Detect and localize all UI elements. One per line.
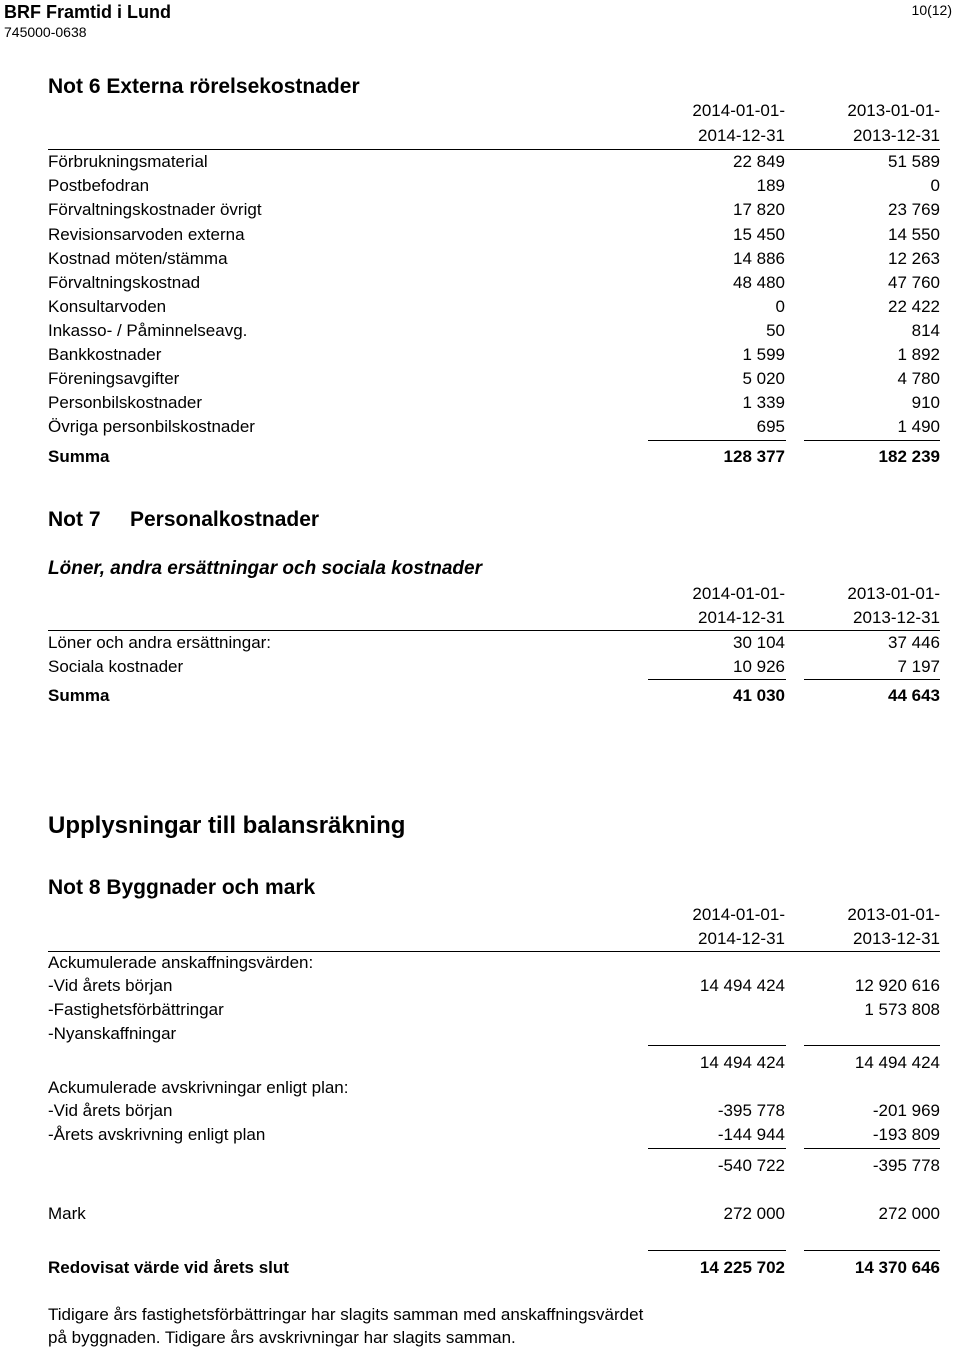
sum-value-2014: 41 030 [733,686,785,705]
period1-end: 2014-12-31 [698,929,785,948]
row-label: Föreningsavgifter [48,369,180,388]
row-value-2014: 272 000 [723,1204,785,1223]
table-row [48,272,940,294]
period2-start: 2013-01-01- [847,905,940,924]
row-value-2013: -201 969 [872,1101,940,1120]
row-label: Inkasso- / Påminnelseavg. [48,321,248,340]
row-value-2013: 272 000 [878,1204,940,1223]
note7-title: Personalkostnader [130,508,320,531]
period2-end: 2013-12-31 [853,929,940,948]
note7-sum-row [48,685,940,707]
subtotal-value-2014: -540 722 [717,1156,785,1175]
row-value-2014: -144 944 [717,1125,785,1144]
row-label: Förbrukningsmaterial [48,152,208,171]
sum-label: Summa [48,447,110,466]
table-row [48,175,940,197]
row-label: Övriga personbilskostnader [48,417,255,436]
row-label: Postbefodran [48,176,150,195]
period1-end: 2014-12-31 [698,608,785,627]
subtotal-rule-2014 [648,1045,786,1046]
depreciation-total-row [48,1155,940,1177]
table-row [48,344,940,366]
row-value-2013: 814 [911,321,940,340]
organization-number: 745000-0638 [4,24,87,40]
row-value-2013: 12 920 616 [854,976,940,995]
subtotal-rule-2014 [648,1148,786,1149]
row-value-2014: 22 849 [733,152,785,171]
page-number: 10(12) [911,2,952,18]
table-row [48,416,940,438]
footnote-line: på byggnaden. Tidigare års avskrivningar har slagits samman. [48,1328,516,1347]
subtotal-value-2013: -395 778 [872,1156,940,1175]
table-row [48,368,940,390]
book-value-row [48,1257,940,1279]
section-title: Upplysningar till balansräkning [48,812,406,839]
row-label: Revisionsarvoden externa [48,225,245,244]
period2-start: 2013-01-01- [847,584,940,603]
row-value-2013: 0 [930,176,940,195]
row-value-2014: 5 020 [742,369,785,388]
row-value-2014: 48 480 [733,273,785,292]
note7-period-header-line2 [48,607,940,629]
row-value-2013: 1 573 808 [864,1000,940,1019]
row-value-2013: 51 589 [888,152,940,171]
row-value-2014: 30 104 [733,633,785,652]
row-value-2014: 14 494 424 [699,976,785,995]
row-value-2013: -193 809 [872,1125,940,1144]
total-value-2014: 14 225 702 [699,1258,785,1277]
table-row [48,320,940,342]
table-row [48,151,940,173]
subtotal-value-2013: 14 494 424 [854,1053,940,1072]
table-row [48,656,940,678]
row-value-2014: 14 886 [733,249,785,268]
row-label: Personbilskostnader [48,393,203,412]
period2-start: 2013-01-01- [847,101,940,120]
acquisition-total-row [48,1052,940,1074]
note6-header-rule [48,149,940,150]
period1-start: 2014-01-01- [692,905,785,924]
row-label: -Fastighetsförbättringar [48,1000,224,1019]
row-label: Sociala kostnader [48,657,184,676]
row-label: Mark [48,1204,86,1223]
note7-subtitle: Löner, andra ersättningar och sociala kostnader [48,558,482,579]
note6-sum-row [48,446,940,468]
sum-label: Summa [48,686,110,705]
row-label: -Vid årets början [48,1101,173,1120]
table-row [48,392,940,414]
row-value-2014: -395 778 [717,1101,785,1120]
row-value-2014: 189 [756,176,785,195]
row-label: Löner och andra ersättningar: [48,633,272,652]
row-label: Konsultarvoden [48,297,167,316]
acquisition-heading [48,952,940,974]
row-label: -Årets avskrivning enligt plan [48,1125,266,1144]
note6-title: Not 6 Externa rörelsekostnader [48,75,360,98]
total-rule-2014 [648,1250,786,1251]
period2-end: 2013-12-31 [853,608,940,627]
note8-title: Not 8 Byggnader och mark [48,876,316,899]
row-value-2014: 0 [775,297,785,316]
sum-rule-2014 [648,440,786,441]
note7-number: Not 7 [48,508,101,531]
note6-period-header-line2 [48,125,940,147]
sum-rule-2013 [804,440,940,441]
row-label: Redovisat värde vid årets slut [48,1258,289,1277]
row-value-2013: 47 760 [888,273,940,292]
row-label: Ackumulerade avskrivningar enligt plan: [48,1078,349,1097]
row-value-2014: 10 926 [733,657,785,676]
subtotal-value-2014: 14 494 424 [699,1053,785,1072]
note8-period-header-line2 [48,928,940,950]
table-row [48,224,940,246]
row-label: -Vid årets början [48,976,173,995]
table-row [48,975,940,997]
row-value-2013: 22 422 [888,297,940,316]
period2-end: 2013-12-31 [853,126,940,145]
row-label: -Nyanskaffningar [48,1024,177,1043]
period1-start: 2014-01-01- [692,584,785,603]
table-row [48,1023,940,1045]
row-value-2013: 14 550 [888,225,940,244]
period1-start: 2014-01-01- [692,101,785,120]
note6-period-header-line1 [48,100,940,122]
sum-rule-2014 [648,679,786,680]
row-value-2014: 15 450 [733,225,785,244]
footnote-line: Tidigare års fastighetsförbättringar har slagits samman med anskaffningsvärdet [48,1305,644,1324]
row-value-2013: 12 263 [888,249,940,268]
sum-value-2013: 44 643 [888,686,940,705]
table-row [48,296,940,318]
table-row [48,632,940,654]
row-value-2014: 50 [766,321,785,340]
row-label: Förvaltningskostnader övrigt [48,200,262,219]
sum-value-2013: 182 239 [878,447,940,466]
row-value-2013: 910 [911,393,940,412]
row-label: Kostnad möten/stämma [48,249,228,268]
note7-header-rule [48,630,940,631]
table-row [48,999,940,1021]
sum-value-2014: 128 377 [723,447,785,466]
row-label: Ackumulerade anskaffningsvärden: [48,953,314,972]
row-value-2013: 4 780 [897,369,940,388]
row-value-2014: 695 [756,417,785,436]
row-value-2013: 37 446 [888,633,940,652]
row-label: Bankkostnader [48,345,162,364]
row-value-2013: 7 197 [897,657,940,676]
table-row [48,1100,940,1122]
land-row [48,1203,940,1225]
sum-rule-2013 [804,679,940,680]
table-row [48,248,940,270]
row-value-2014: 1 599 [742,345,785,364]
table-row [48,1124,940,1146]
subtotal-rule-2013 [804,1045,940,1046]
organization-name: BRF Framtid i Lund [4,2,171,22]
note8-period-header-line1 [48,904,940,926]
note7-period-header-line1 [48,583,940,605]
footnote [48,1303,643,1349]
table-row [48,199,940,221]
row-value-2013: 23 769 [888,200,940,219]
row-value-2013: 1 490 [897,417,940,436]
total-rule-2013 [804,1250,940,1251]
row-value-2014: 17 820 [733,200,785,219]
total-value-2013: 14 370 646 [854,1258,940,1277]
row-value-2014: 1 339 [742,393,785,412]
row-label: Förvaltningskostnad [48,273,201,292]
depreciation-heading [48,1077,940,1099]
subtotal-rule-2013 [804,1148,940,1149]
row-value-2013: 1 892 [897,345,940,364]
period1-end: 2014-12-31 [698,126,785,145]
